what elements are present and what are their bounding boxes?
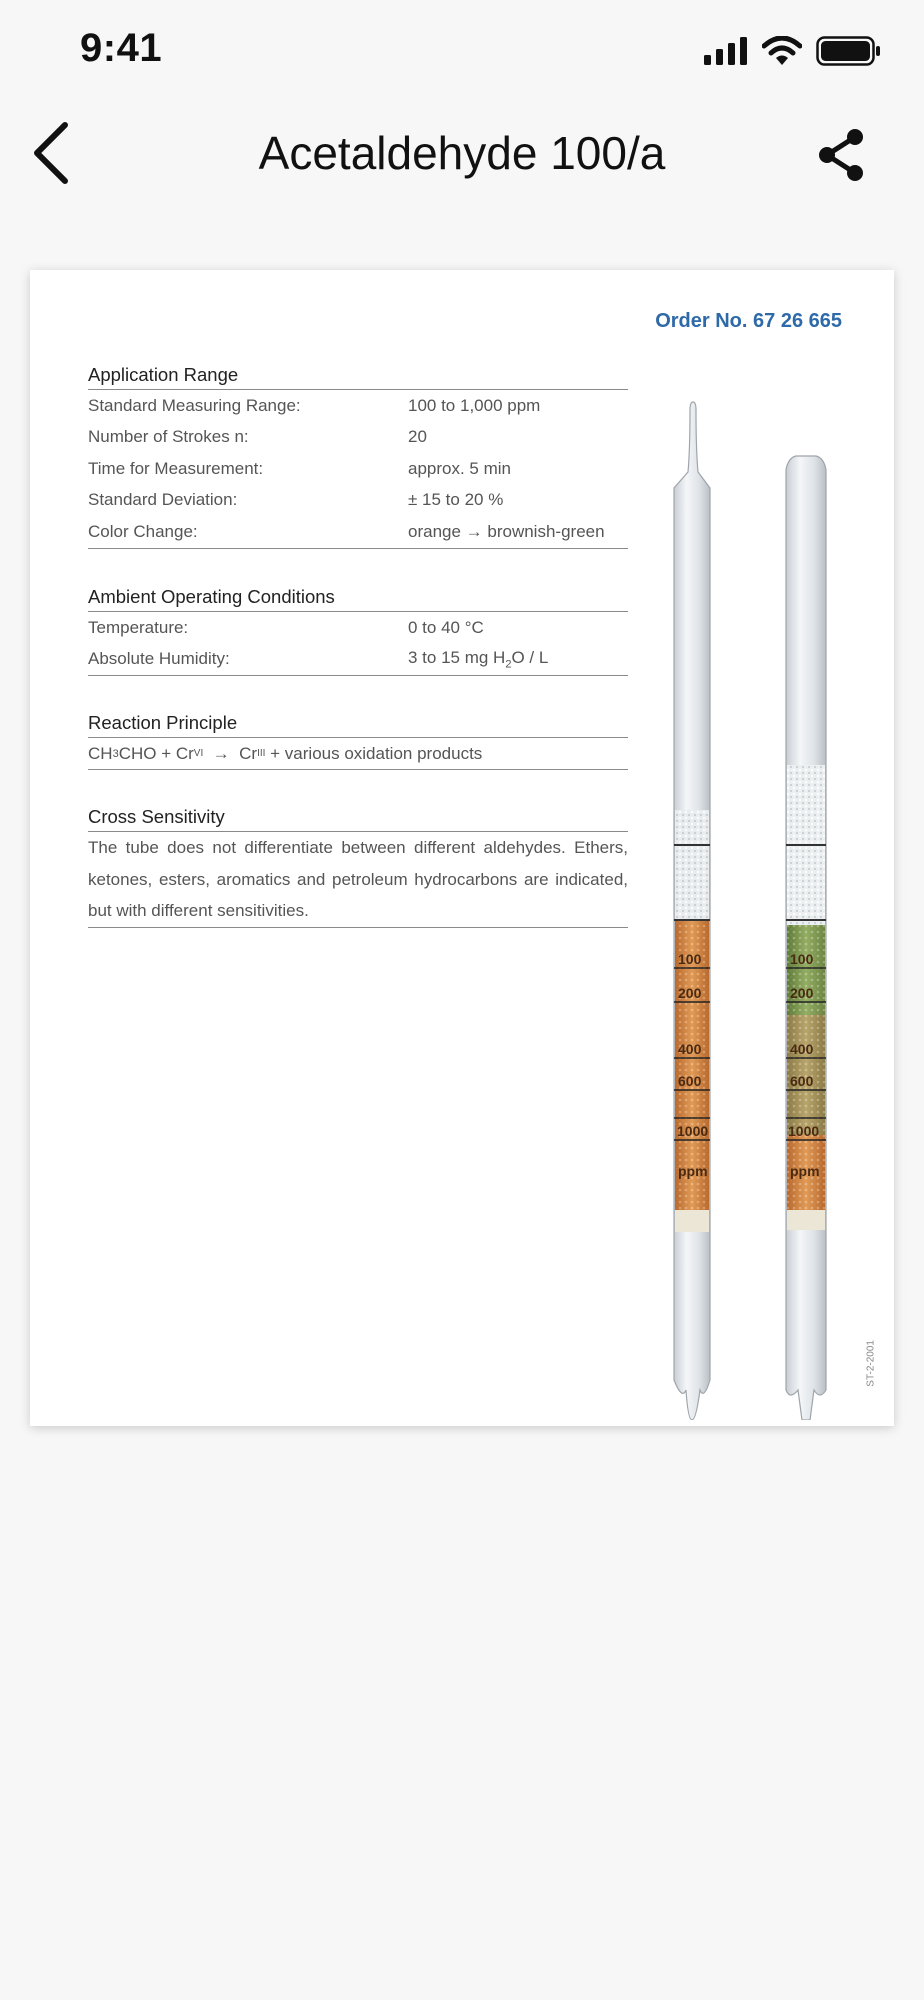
eq-part: + various oxidation products (265, 743, 483, 763)
detector-tubes-image (660, 390, 860, 1420)
humidity-value-subscript: 2 (505, 658, 512, 671)
figure-code: ST-2-2001 (866, 1340, 877, 1387)
section-title: Ambient Operating Conditions (88, 586, 628, 612)
spec-label: Temperature: (88, 617, 189, 637)
ambient-conditions-section (88, 586, 628, 676)
data-sheet-document (30, 270, 894, 1426)
humidity-value-prefix: 3 to 15 mg H (408, 648, 506, 668)
reaction-equation (88, 738, 628, 770)
spec-value: 0 to 40 °C (408, 617, 484, 637)
cross-sensitivity-section (88, 806, 628, 928)
share-icon (815, 127, 867, 183)
status-time: 9:41 (80, 26, 163, 70)
section-title: Cross Sensitivity (88, 806, 628, 832)
scale-label: 100 (790, 951, 814, 967)
spec-row (88, 612, 628, 644)
page-title: Acetaldehyde 100/a (258, 127, 666, 179)
spec-row (88, 516, 628, 548)
spec-row (88, 644, 628, 676)
cross-sensitivity-text: The tube does not differentiate between different aldehydes. Ethers, ketones, esters, aromatics and petroleum hydrocarbons are indicated, but with different sensitivities. (88, 832, 628, 928)
scale-label: 200 (678, 985, 702, 1001)
spec-label: Absolute Humidity: (88, 649, 230, 669)
scale-label: 400 (678, 1041, 702, 1057)
eq-sup: III (257, 748, 266, 759)
spec-label: Time for Measurement: (88, 458, 264, 478)
unused-tube (674, 402, 710, 1420)
eq-part: → Cr (203, 743, 258, 763)
eq-sup: VI (193, 748, 204, 759)
spec-row (88, 422, 628, 454)
spec-label: Standard Measuring Range: (88, 395, 301, 415)
spec-label: Number of Strokes n: (88, 427, 249, 447)
battery-icon (816, 36, 882, 66)
status-bar (0, 0, 924, 100)
share-button[interactable] (806, 120, 876, 190)
spec-value (408, 648, 628, 670)
eq-part: CHO + Cr (118, 743, 194, 763)
application-range-section (88, 364, 628, 549)
scale-label: 1000 (788, 1123, 820, 1139)
spec-value: ± 15 to 20 % (408, 490, 504, 510)
cellular-signal-icon (704, 37, 748, 65)
used-tube (786, 456, 826, 1420)
spec-row (88, 485, 628, 517)
scale-label: 1000 (677, 1123, 709, 1139)
eq-sub: 3 (112, 747, 119, 760)
scale-label: 400 (790, 1041, 814, 1057)
eq-part: CH (88, 743, 113, 763)
spec-row (88, 453, 628, 485)
section-title: Application Range (88, 364, 628, 390)
spec-value: orange → brownish-green (408, 521, 605, 541)
section-title: Reaction Principle (88, 712, 628, 738)
humidity-value-suffix: O / L (511, 648, 549, 668)
scale-label: ppm (790, 1163, 820, 1179)
scale-label: 100 (678, 951, 702, 967)
spec-row (88, 390, 628, 422)
navigation-bar (0, 100, 924, 210)
reaction-principle-section (88, 712, 628, 770)
scale-label: 600 (790, 1073, 814, 1089)
spec-label: Standard Deviation: (88, 490, 238, 510)
spec-label: Color Change: (88, 521, 198, 541)
spec-value: approx. 5 min (408, 458, 511, 478)
spec-value: 20 (408, 427, 427, 447)
spec-value: 100 to 1,000 ppm (408, 395, 541, 415)
order-number: Order No. 67 26 665 (655, 310, 842, 332)
scale-label: 200 (790, 985, 814, 1001)
scale-label: ppm (678, 1163, 708, 1179)
scale-label: 600 (678, 1073, 702, 1089)
wifi-icon (762, 36, 802, 66)
status-icons (704, 36, 882, 66)
